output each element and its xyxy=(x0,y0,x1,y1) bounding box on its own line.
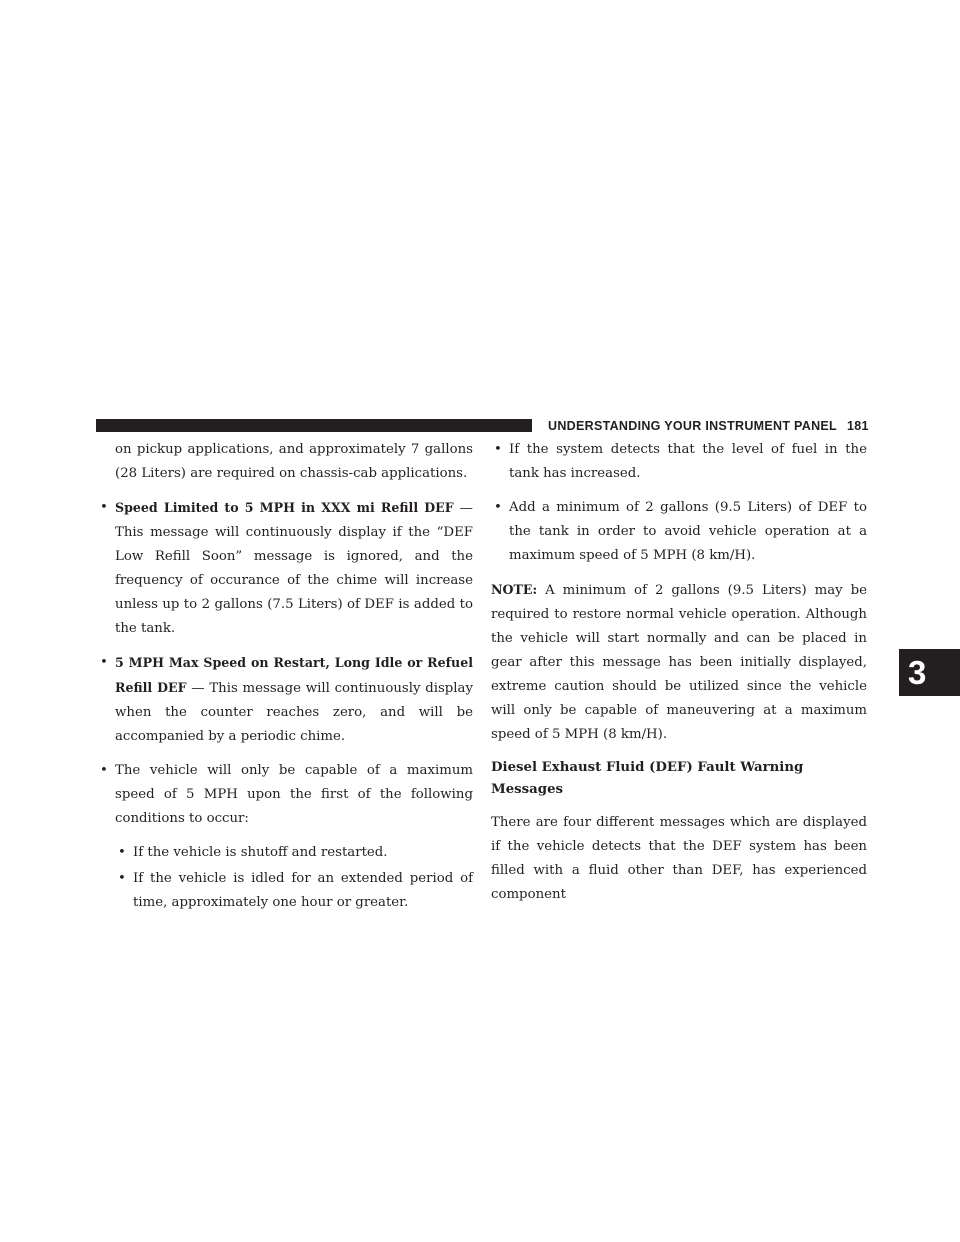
sub-bullet-shutoff xyxy=(97,841,473,865)
bullet-max-speed-conditions xyxy=(97,759,473,831)
bullet-glyph: • xyxy=(100,655,108,670)
note-paragraph xyxy=(491,578,867,747)
running-header xyxy=(548,418,869,434)
right-column xyxy=(491,438,867,917)
bullet-glyph: • xyxy=(100,500,108,515)
bullet-text: — This message will continuously display if the “DEF Low Refill Soon” message is ignored, and the frequency of occurance of the chime will increase unless up to 2 gallons (7.5 Liters) of DEF is added to the tank. xyxy=(115,501,473,636)
chapter-tab: 3 xyxy=(899,649,960,696)
left-column xyxy=(97,438,473,917)
section-title: UNDERSTANDING YOUR INSTRUMENT PANEL xyxy=(548,419,837,433)
bullet-text: — This message will continuously display when the counter reaches zero, and will be accompanied by a periodic chime. xyxy=(115,681,473,744)
bullet-speed-limited xyxy=(97,496,473,641)
continuation-paragraph: on pickup applications, and approximately 7 gallons (28 Liters) are required on chassis-cab applications. xyxy=(115,442,473,481)
bullet-glyph: • xyxy=(494,442,502,457)
bullet-add-def xyxy=(491,496,867,568)
sub-bullet-text: If the vehicle is idled for an extended period of time, approximately one hour or greater. xyxy=(133,871,473,910)
bullet-text: Add a minimum of 2 gallons (9.5 Liters) of DEF to the tank in order to avoid vehicle operation at a maximum speed of 5 MPH (8 km/H). xyxy=(509,500,867,563)
sub-bullet-idled xyxy=(97,867,473,915)
note-text: A minimum of 2 gallons (9.5 Liters) may be required to restore normal vehicle operation. Although the vehicle will start normally and can be placed in gear after this message has been initially displayed, extreme caution should be utilized since the vehicle will only be capable of maneuvering at a maximum speed of 5 MPH (8 km/H). xyxy=(491,583,867,742)
bullet-glyph: • xyxy=(118,871,126,886)
header-rule xyxy=(96,419,532,432)
page-number: 181 xyxy=(846,419,869,433)
body-paragraph: There are four different messages which are displayed if the vehicle detects that the DEF system has been filled with a fluid other than DEF, has experienced component xyxy=(491,815,867,902)
note-label: NOTE: xyxy=(491,582,538,597)
sub-bullet-text: If the system detects that the level of fuel in the tank has increased. xyxy=(509,442,867,481)
bullet-lead: Speed Limited to 5 MPH in XXX mi Refill DEF xyxy=(115,500,454,515)
sub-bullet-text: If the vehicle is shutoff and restarted. xyxy=(133,845,388,860)
bullet-glyph: • xyxy=(494,500,502,515)
bullet-lead: 5 MPH Max Speed on Restart, Long Idle or Refuel Refill DEF xyxy=(115,655,473,695)
section-heading: Diesel Exhaust Fluid (DEF) Fault Warning Messages xyxy=(491,760,804,797)
bullet-text: The vehicle will only be capable of a maximum speed of 5 MPH upon the first of the following conditions to occur: xyxy=(115,763,473,826)
sub-bullet-fuel-level xyxy=(491,438,867,486)
bullet-max-speed-restart xyxy=(97,651,473,749)
bullet-glyph: • xyxy=(118,845,126,860)
bullet-glyph: • xyxy=(100,763,108,778)
